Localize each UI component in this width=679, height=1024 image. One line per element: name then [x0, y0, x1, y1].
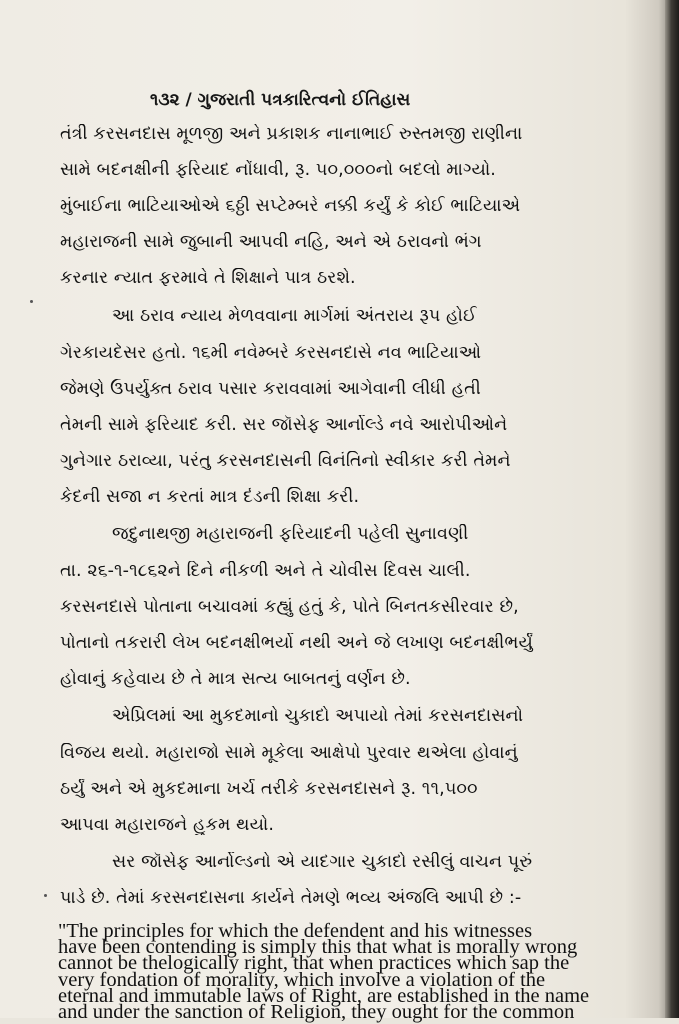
text-line: કરસનદાસે પોતાના બચાવમાં કહ્યું હતું કે, પોતે બિનતકસીરવાર છે,: [60, 597, 519, 617]
text-line: જેમણે ઉપર્યુક્ત ઠરાવ પસાર કરાવવામાં આગેવાની લીધી હતી: [60, 379, 481, 399]
text-line: પાડે છે. તેમાં કરસનદાસના કાર્યને તેમણે ભવ્ય અંજલિ આપી છે :-: [60, 888, 522, 908]
text-line: આ ઠરાવ ન્યાય મેળવવાના માર્ગમાં અંતરાય રૂપ હોઈ: [112, 306, 477, 326]
text-line: કરનાર ન્યાત ફરમાવે તે શિક્ષાને પાત્ર ઠરશે.: [60, 268, 356, 288]
quote-line: eternal and immutable laws of Right, are established in the name: [58, 984, 590, 1007]
text-line: ગેરકાયદેસર હતો. ૧૬મી નવેમ્બરે કરસનદાસે નવ ભાટિયાઓ: [60, 343, 482, 363]
text-line: સર જૉસેફ આર્નોલ્ડનો એ યાદગાર ચુકાદો રસીલું વાચન પૂરું: [112, 852, 533, 872]
text-line: તંત્રી કરસનદાસ મૂળજી અને પ્રકાશક નાનાભાઈ રુસ્તમજી રાણીના: [60, 124, 523, 144]
text-line: જદુનાથજી મહારાજની ફરિયાદની પહેલી સુનાવણી: [112, 524, 469, 544]
print-speck: [44, 894, 47, 897]
quote-line: very fondation of morality, which involve a violation of the: [58, 968, 546, 991]
quote-line: "The principles for which the defendent and his witnesses: [58, 920, 533, 942]
text-line: આપવા મહારાજને હુકમ થયો.: [60, 815, 275, 835]
text-line: ઠર્યું અને એ મુકદમાના ખર્ચ તરીકે કરસનદાસને રૂ. ૧૧,૫૦૦: [60, 779, 478, 799]
page-edge-shadow: [665, 0, 679, 1018]
text-line: સામે બદનક્ષીની ફરિયાદ નોંધાવી, રૂ. ૫૦,૦૦૦નો બદલો માગ્યો.: [60, 160, 496, 180]
text-line: વિજય થયો. મહારાજો સામે મૂકેલા આક્ષેપો પુરવાર થએલા હોવાનું: [60, 743, 518, 763]
text-line: મહારાજની સામે જુબાની આપવી નહિ, અને એ ઠરાવનો ભંગ: [60, 232, 482, 252]
quote-line: and under the sanction of Religion, they ought for the common: [58, 1001, 575, 1023]
running-header: ૧૩૨ / ગુજરાતી પત્રકારિત્વનો ઈતિહાસ: [150, 90, 411, 110]
text-line: ગુનેગાર ઠરાવ્યા, પરંતુ કરસનદાસની વિનંતિનો સ્વીકાર કરી તેમને: [60, 451, 511, 471]
text-line: મુંબાઈના ભાટિયાઓએ ૬ઠ્ઠી સપ્ટેમ્બરે નક્કી કર્યું કે કોઈ ભાટિયાએ: [60, 196, 521, 216]
quote-line: cannot be thelogically right, that when practices which sap the: [58, 952, 570, 975]
text-line: તા. ૨૬-૧-૧૮૬૨ને દિને નીકળી અને તે ચોવીસ દિવસ ચાલી.: [60, 561, 471, 581]
text-line: તેમની સામે ફરિયાદ કરી. સર જૉસેફ આર્નોલ્ડે નવે આરોપીઓને: [60, 415, 508, 435]
text-line: પોતાનો તકરારી લેખ બદનક્ષીભર્યો નથી અને જે લખાણ બદનક્ષીભર્યું: [60, 633, 533, 653]
text-line: એપ્રિલમાં આ મુકદમાનો ચુકાદો અપાયો તેમાં કરસનદાસનો: [112, 706, 524, 726]
quote-line: have been contending is simply this that what is morally wrong: [58, 936, 578, 959]
print-speck: [30, 300, 33, 303]
text-line: હોવાનું કહેવાય છે તે માત્ર સત્ય બાબતનું વર્ણન છે.: [60, 669, 411, 689]
text-line: કેદની સજા ન કરતાં માત્ર દંડની શિક્ષા કરી.: [60, 487, 360, 507]
